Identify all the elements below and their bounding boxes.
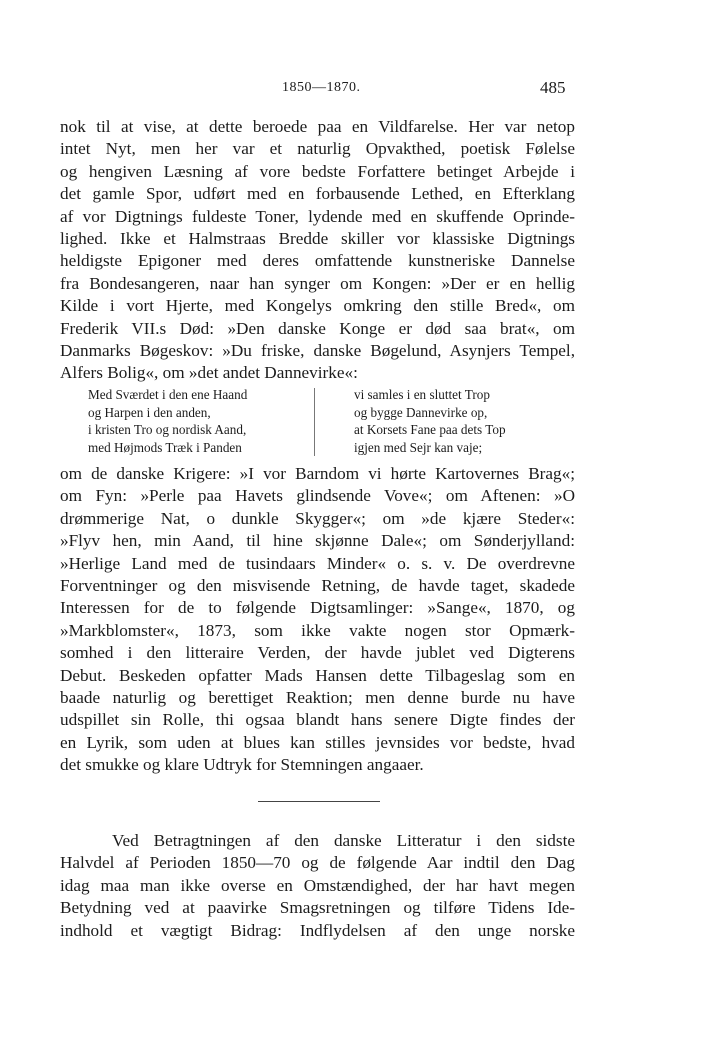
text-line: nok til at vise, at dette beroede paa en Vildfarelse. Her var netop (60, 117, 575, 136)
verse-line: vi samles i en sluttet Trop (354, 387, 490, 402)
verse-divider (314, 388, 315, 456)
text-line: det smukke og klare Udtryk for Stemningen angaaer. (60, 755, 424, 775)
text-line: Alfers Bolig«, om »det andet Dannevirke«: (60, 363, 358, 383)
text-line: Interessen for de to følgende Digtsamlinger: »Sange«, 1870, og (60, 598, 575, 618)
paragraph-1 (60, 116, 575, 385)
text-line: Frederik VII.s Død: »Den danske Konge er død saa brat«, om (60, 318, 575, 338)
verse-line: Med Sværdet i den ene Haand (88, 387, 248, 402)
text-line: intet Nyt, men her var et naturlig Opvakthed, poetisk Følelse (60, 139, 575, 159)
verse-line: at Korsets Fane paa dets Top (354, 422, 506, 437)
text-line: Forventninger og den misvisende Retning, de havde taget, skadede (60, 575, 575, 595)
text-line: det gamle Spor, udført med en forbausende Lethed, en Efterklang (60, 184, 575, 204)
running-head (0, 80, 704, 102)
running-title: 1850—1870. (282, 80, 361, 95)
verse-line: igjen med Sejr kan vaje; (354, 439, 483, 455)
text-line: fra Bondesangeren, naar han synger om Kongen: »Der er en hellig (60, 273, 575, 293)
verse-line: med Højmods Træk i Panden (88, 439, 242, 455)
text-line: indhold et vægtigt Bidrag: Indflydelsen af den unge norske (60, 920, 575, 940)
text-line: og hengiven Læsning af vore bedste Forfattere betinget Arbejde i (60, 161, 575, 181)
text-line: idag maa man ikke overse en Omstændighed, der har havt megen (60, 875, 575, 895)
verse-line: i kristen Tro og nordisk Aand, (88, 422, 247, 437)
section-divider (258, 801, 380, 802)
text-line: Betydning ved at paavirke Smagsretningen og tilføre Tidens Ide- (60, 898, 575, 918)
verse-line: og bygge Dannevirke op, (354, 404, 488, 420)
paragraph-2 (60, 463, 575, 776)
text-line: »Flyv hen, min Aand, til hine skjønne Dale«; om Sønderjylland: (60, 531, 575, 551)
text-line: baade naturlig og berettiget Reaktion; men denne burde nu have (60, 687, 575, 707)
text-line: »Markblomster«, 1873, som ikke vakte nogen stor Opmærk- (60, 620, 575, 640)
verse-quote (88, 386, 558, 458)
text-line: en Lyrik, som uden at blues kan stilles jevnsides vor bedste, hvad (60, 732, 575, 752)
text-line: Ved Betragtningen af den danske Litteratur i den sidste (112, 831, 575, 850)
text-line: udspillet sin Rolle, thi ogsaa blandt hans senere Digte findes der (60, 710, 575, 730)
verse-column-right (354, 386, 506, 456)
text-line: lighed. Ikke et Halmstraas Bredde skiller vor klassiske Digtnings (60, 228, 575, 248)
text-line: somhed i den litteraire Verden, der havde jublet ved Digterens (60, 643, 575, 663)
verse-line: og Harpen i den anden, (88, 404, 211, 420)
text-line: Kilde i vort Hjerte, med Kongelys omkring den stille Bred«, om (60, 296, 575, 316)
text-line: heldigste Epigoner med deres omfattende kunstneriske Dannelse (60, 251, 575, 271)
text-line: »Herlige Land med de tusindaars Minder« o. s. v. De overdrevne (60, 553, 575, 573)
verse-column-left (88, 386, 247, 456)
text-line: om Fyn: »Perle paa Havets glindsende Vove«; om Aftenen: »O (60, 486, 575, 506)
page-number: 485 (540, 78, 566, 97)
text-line: om de danske Krigere: »I vor Barndom vi hørte Kartovernes Brag«; (60, 464, 575, 483)
text-line: drømmerige Nat, o dunkle Skygger«; om »de kjære Steder«: (60, 508, 575, 528)
text-line: Danmarks Bøgeskov: »Du friske, danske Bøgelund, Asynjers Tempel, (60, 340, 575, 360)
text-line: af vor Digtnings fuldeste Toner, lydende med en skuffende Oprinde- (60, 206, 575, 226)
text-line: Debut. Beskeden opfatter Mads Hansen dette Tilbageslag som en (60, 665, 575, 685)
text-line: Halvdel af Perioden 1850—70 og de følgende Aar indtil den Dag (60, 853, 575, 873)
paragraph-3 (60, 830, 575, 942)
